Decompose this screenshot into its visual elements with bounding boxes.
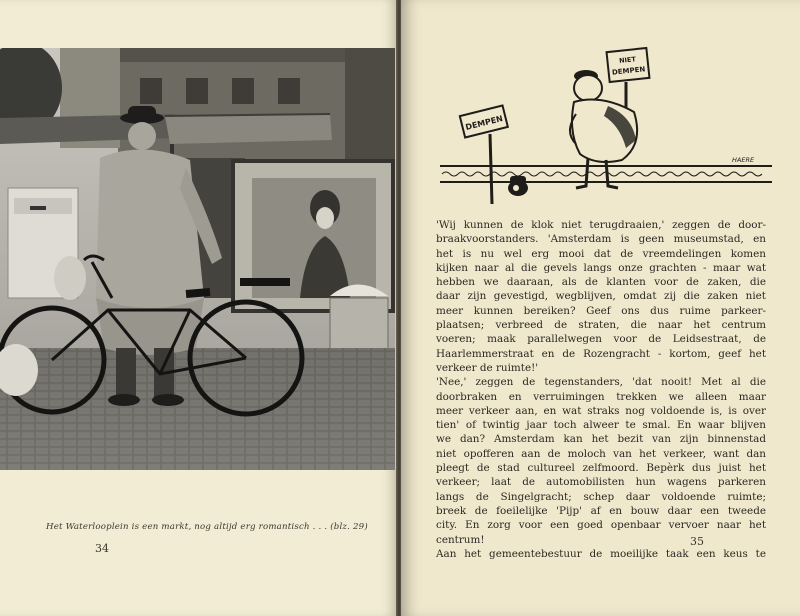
text-line: meer kunnen bereiken? Geef ons dus ruime parkeer- — [436, 304, 766, 317]
paragraph-council — [436, 547, 766, 561]
text-line: niet opofferen aan de moloch van het verkeer, want dan — [436, 447, 766, 460]
text-line: pleegt de stad cultureel zelfmoord. Bepèrk dus juist het — [436, 462, 766, 475]
page-number-left: 34 — [95, 542, 109, 555]
text-line: plaatsen; verbreed de straten, die naar het centrum — [436, 319, 766, 332]
text-line: verkeer; laat de automobilisten hun wagens parkeren — [436, 476, 766, 489]
text-line: het is nu wel erg mooi dat de vreemdelingen komen — [436, 247, 766, 260]
text-line: daar zijn gevestigd, wegblijven, omdat zij die zaken niet — [436, 290, 766, 303]
text-line: voeren; maak parallelwegen voor de Leidsestraat, de — [436, 333, 766, 346]
paragraph-opponents — [436, 375, 766, 547]
text-line: braakvoorstanders. 'Amsterdam is geen museumstad, en — [436, 233, 766, 246]
text-line: Haarlemmerstraat en de Rozengracht - kortom, geef het — [436, 347, 766, 360]
market-photo — [0, 48, 395, 470]
text-line: hebben we daaraan, als de klanten voor de zaken, die — [436, 276, 766, 289]
cartoon-signature: HAERE — [732, 156, 755, 164]
photo-caption: Het Waterlooplein is een markt, nog altijd erg romantisch . . . (blz. 29) — [46, 522, 368, 532]
text-line: centrum! — [436, 533, 485, 546]
body-text — [436, 218, 766, 561]
text-line: kijken naar al die gevels langs onze grachten - maar wat — [436, 261, 766, 274]
paragraph-proponents — [436, 218, 766, 375]
text-line: verkeer de ruimte!' — [436, 361, 539, 374]
text-line: city. En zorg voor een goed openbaar vervoer naar het — [436, 519, 766, 532]
text-line: meer verkeer aan, en wat straks nog voldoende is, is over — [436, 404, 766, 417]
text-line: 'Wij kunnen de klok niet terugdraaien,' zeggen de door- — [436, 219, 766, 231]
sign-left-text: DEMPEN — [464, 113, 504, 132]
text-line: we dan? Amsterdam kan het bezit van zijn binnenstad — [436, 433, 766, 446]
page-number-right: 35 — [690, 535, 704, 548]
text-line: Aan het gemeentebestuur de moeilijke taak een keus te — [436, 547, 766, 560]
sign-right-line1: NIET — [618, 55, 637, 65]
cartoon-illustration — [436, 36, 772, 206]
left-page — [0, 0, 398, 616]
text-line: 'Nee,' zeggen de tegenstanders, 'dat nooit! Met al die — [436, 376, 766, 389]
text-line: doorbraken en verruimingen trekken we alleen maar — [436, 390, 766, 403]
text-line: breek de foeilelijke 'Pijp' af en bouw daar een tweede — [436, 504, 766, 517]
text-line: tien' of twintig jaar toch alweer te smal. En waar blijven — [436, 419, 766, 432]
text-line: langs de Singelgracht; schep daar voldoende ruimte; — [436, 490, 766, 503]
sign-right-line2: DEMPEN — [611, 65, 646, 77]
